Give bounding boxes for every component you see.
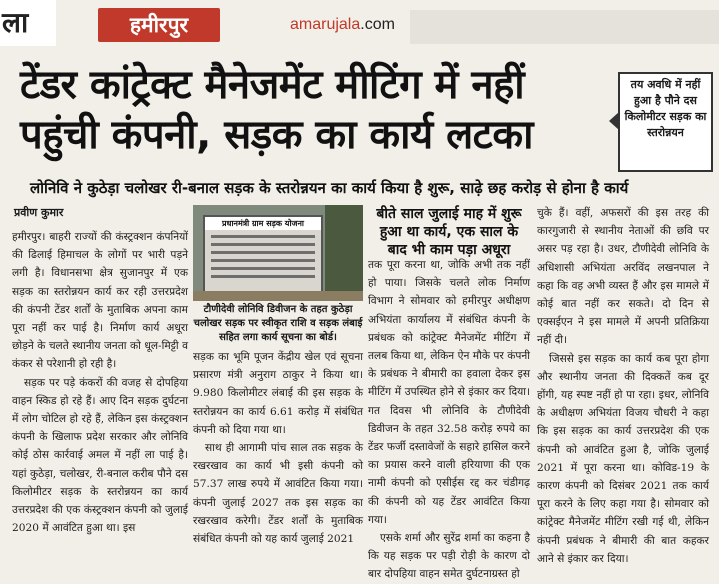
paragraph: एसके शर्मा और सुरेंद्र शर्मा का कहना है कि यह सड़क पर पड़ी रोड़ी के कारण दो बार दोपहिया वाहन समेत दुर्घटनाग्रस्त हो [368,532,530,581]
signboard [203,215,323,295]
photo-caption: टौणीदेवी लोनिवि डिवीजन के तहत कुठेड़ा चलोखर सड़क पर स्वीकृत राशि व सड़क लंबाई सहित लगा कार्य सूचना का बोर्ड। [193,304,363,343]
signboard-text-line [211,275,315,278]
brand-main: amarujala [290,16,361,33]
article-column-1 [12,228,188,535]
highlight-box [618,72,713,172]
article-photo [193,205,363,301]
article-column-3 [368,256,530,581]
article-column-2 [193,348,363,546]
ground [193,291,363,301]
previous-section-tab[interactable]: ला [0,0,56,46]
top-bar [0,0,719,52]
paragraph: सड़क का भूमि पूजन केंद्रीय खेल एवं सूचना प्रसारण मंत्री अनुराग ठाकुर ने किया था। 9.980 किलोमीटर लंबाई की इस सड़क के स्तरोन्नयन का कार्य 6.61 करोड़ में संबंधित कंपनी को दिया गया था। [193,351,363,436]
byline: प्रवीण कुमार [14,206,64,219]
article-column-4 [537,204,709,565]
tree [325,205,363,301]
signboard-text-line [211,267,315,270]
paragraph: चुके हैं। वहीं, अफसरों की इस तरह की कारगुजारी से स्थानीय नेताओं की छवि पर असर पड़ रहा है। उधर, टौणीदेवी लोनिवि के अधिशासी अभियंता अरविंद लखनपाल ने कहा कि वह अभी व्यस्त हैं और इस मामले में कोई बात नहीं कर सकते। दो दिन से एक्सईएन ने इस मामले में अपनी प्रतिक्रिया नहीं दी। [537,207,709,347]
pointer-triangle [609,112,619,130]
paragraph: साथ ही आगामी पांच साल तक सड़क के रखरखाव का कार्य भी इसी कंपनी को 57.37 लाख रुपये में आवंटित किया गया। कंपनी जुलाई 2027 तक इस सड़क का रखरखाव करेगी। टेंडर शर्तों के मुताबिक संबंधित कंपनी को यह कार्य जुलाई 2021 [193,442,363,546]
subheadline: लोनिवि ने कुठेड़ा चलोखर री-बनाल सड़क के स्तरोन्नयन का कार्य किया है शुरू, साढ़े छह करोड़ से होना है कार्य [30,179,629,197]
signboard-title: प्रधानमंत्री ग्राम सड़क योजना [205,217,321,230]
signboard-text-line [211,259,315,262]
brand-tld: .com [360,16,395,33]
signboard-text-line [211,243,315,246]
signboard-text-line [211,235,315,238]
signboard-text-line [211,251,315,254]
paragraph: सड़क पर पड़े कंकरों की वजह से दोपहिया वाहन स्किड हो रहे हैं। आए दिन सड़क दुर्घटना में लोग चोटिल हो रहे हैं, लेकिन इस कंस्ट्रक्शन कंपनी के खिलाफ प्रदेश सरकार और लोनिवि कोई ठोस कार्रवाई अमल में नहीं ला पाई है। यहां कुठेड़ा, चलोखर, री-बनाल करीब पौने दस किलोमीटर सड़क के स्तरोन्नयन का कार्य उत्तरप्रदेश की एक कंस्ट्रक्शन कंपनी को जुलाई 2020 में आवंटित हुआ था। इस [12,376,188,535]
header-decoration [410,10,719,44]
highlight-text: तय अवधि में नहीं हुआ है पौने दस किलोमीटर सड़क का स्तरोन्नयन [624,78,707,139]
pull-quote: बीते साल जुलाई माह में शुरू हुआ था कार्य, एक साल के बाद भी काम पड़ा अधूरा [376,206,522,258]
headline: टेंडर कांट्रेक्ट मैनेजमेंट मीटिंग में नहीं पहुंची कंपनी, सड़क का कार्य लटका [20,62,533,158]
brand-logo[interactable] [290,16,395,34]
paragraph: हमीरपुर। बाहरी राज्यों की कंस्ट्रक्शन कंपनियों की ढिलाई हिमाचल के लोगों पर भारी पड़ने लगी है। विधानसभा क्षेत्र सुजानपुर में एक सड़क का स्तरोन्नयन कार्य कर रही उत्तरप्रदेश की कंपनी टेंडर शर्तों के मुताबिक अपना काम पूरा नहीं कर पाई है। निर्माण कार्य अधूरा छोड़ने के चलते स्थानीय जनता को धूल-मिट्टी व कंकर से परेशानी हो रही है। [12,231,188,371]
city-label: हमीरपुर [98,8,220,42]
paragraph: तक पूरा करना था, जोकि अभी तक नहीं हो पाया। जिसके चलते लोक निर्माण विभाग ने सोमवार को हमीरपुर अधीक्षण अभियंता कार्यालय में संबंधित कंपनी के प्रबंधक को कांट्रेक्ट मैनेजमेंट मीटिंग में तलब किया था, लेकिन ऐन मौके पर कंपनी के प्रबंधक ने बीमारी का हवाला देकर इस मीटिंग में उपस्थित होने से इंकार कर दिया। गत दिवस भी लोनिवि के टौणीदेवी डिवीजन के तहत 32.58 करोड़ रुपये का टेंडर फर्जी दस्तावेजों के सहारे हासिल करने का प्रयास करने वाली हरियाणा की एक नामी कंपनी को एसीईस रद्द कर चंडीगढ़ की कंपनी को यह टेंडर आवंटित किया गया। [368,259,530,526]
paragraph: जिससे इस सड़क का कार्य कब पूरा होगा और स्थानीय जनता की दिक्कतें कब दूर होंगी, यह स्पष्ट नहीं हो पा रहा। इधर, लोनिवि के अधीक्षण अभियंता विजय चौधरी ने कहा कि इस सड़क का कार्य उत्तरप्रदेश की एक कंपनी को आवंटित हुआ है, जोकि जुलाई 2021 में पूरा करना था। कोविड-19 के कारण कंपनी को दिसंबर 2021 तक कार्य पूरा करने के लिए कहा गया है। सोमवार को कांट्रेक्ट मैनेजमेंट मीटिंग रखी गई थी, लेकिन कंपनी प्रबंधक ने बीमारी की बात कहकर आने से इंकार कर दिया। [537,352,709,565]
